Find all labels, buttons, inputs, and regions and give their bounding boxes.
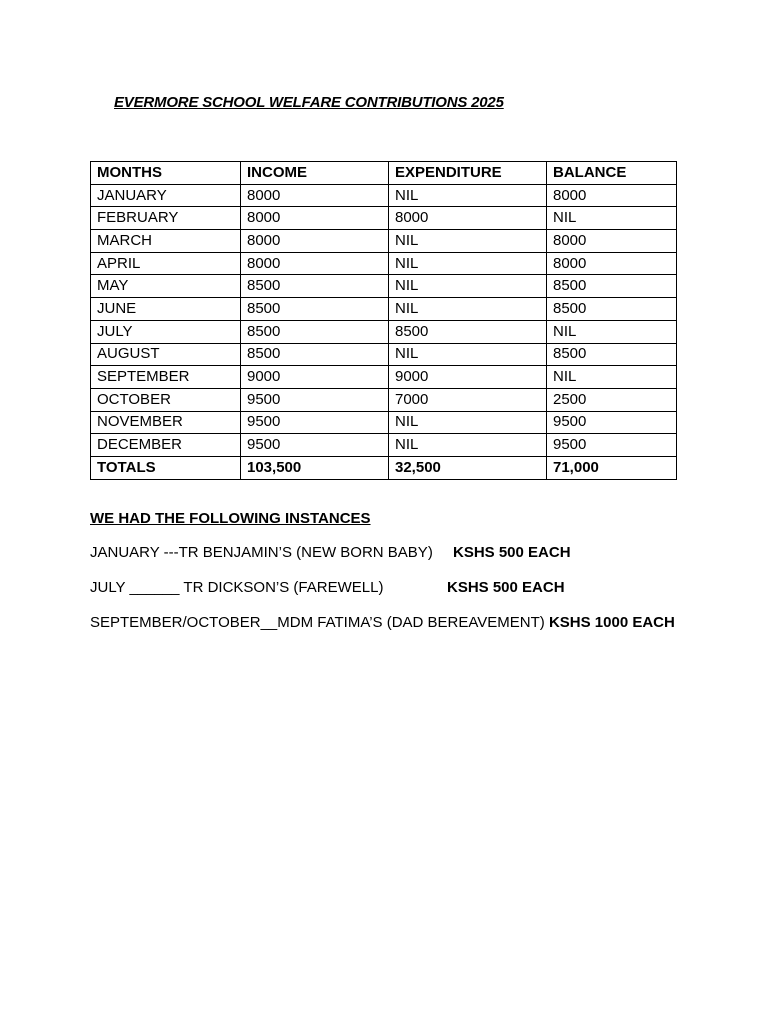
income-cell: 8500 [241, 320, 389, 343]
table-row [91, 298, 677, 321]
total-income: 103,500 [241, 456, 389, 479]
month-cell: SEPTEMBER [91, 366, 241, 389]
income-cell: 9000 [241, 366, 389, 389]
totals-row [91, 456, 677, 479]
month-cell: APRIL [91, 252, 241, 275]
table-row [91, 230, 677, 253]
balance-cell: 8000 [547, 184, 677, 207]
instance-line [90, 579, 565, 596]
expenditure-cell: 7000 [389, 388, 547, 411]
instances-heading: WE HAD THE FOLLOWING INSTANCES [90, 510, 371, 527]
expenditure-cell: NIL [389, 411, 547, 434]
income-cell: 8500 [241, 298, 389, 321]
table-row [91, 411, 677, 434]
month-cell: NOVEMBER [91, 411, 241, 434]
month-cell: JANUARY [91, 184, 241, 207]
instance-text: SEPTEMBER/OCTOBER__MDM FATIMA’S (DAD BEREAVEMENT) [90, 614, 549, 631]
month-cell: DECEMBER [91, 434, 241, 457]
income-cell: 8000 [241, 252, 389, 275]
total-balance: 71,000 [547, 456, 677, 479]
month-cell: MAY [91, 275, 241, 298]
instance-line [90, 614, 675, 631]
instance-amount: KSHS 500 EACH [453, 544, 571, 561]
balance-cell: NIL [547, 320, 677, 343]
document-title: EVERMORE SCHOOL WELFARE CONTRIBUTIONS 2025 [114, 94, 504, 111]
table-row [91, 366, 677, 389]
balance-cell: NIL [547, 366, 677, 389]
expenditure-cell: NIL [389, 252, 547, 275]
income-cell: 8500 [241, 343, 389, 366]
table-row [91, 184, 677, 207]
month-cell: JULY [91, 320, 241, 343]
month-cell: MARCH [91, 230, 241, 253]
income-cell: 9500 [241, 388, 389, 411]
expenditure-cell: NIL [389, 184, 547, 207]
table-row [91, 207, 677, 230]
instance-amount: KSHS 1000 EACH [548, 614, 675, 631]
balance-cell: 8000 [547, 230, 677, 253]
table-row [91, 320, 677, 343]
balance-cell: 9500 [547, 411, 677, 434]
balance-cell: 8500 [547, 275, 677, 298]
expenditure-cell: 8000 [389, 207, 547, 230]
balance-cell: 8500 [547, 343, 677, 366]
expenditure-cell: NIL [389, 434, 547, 457]
contributions-table [90, 161, 677, 480]
instance-line [90, 544, 571, 561]
balance-cell: 2500 [547, 388, 677, 411]
balance-cell: 8000 [547, 252, 677, 275]
instance-amount: KSHS 500 EACH [447, 579, 565, 596]
totals-label: TOTALS [91, 456, 241, 479]
expenditure-cell: NIL [389, 343, 547, 366]
column-header-expenditure: EXPENDITURE [389, 162, 547, 185]
table-row [91, 434, 677, 457]
column-header-income: INCOME [241, 162, 389, 185]
income-cell: 9500 [241, 411, 389, 434]
month-cell: JUNE [91, 298, 241, 321]
expenditure-cell: 8500 [389, 320, 547, 343]
column-header-months: MONTHS [91, 162, 241, 185]
expenditure-cell: NIL [389, 230, 547, 253]
instance-text: JANUARY ---TR BENJAMIN’S (NEW BORN BABY) [90, 544, 433, 561]
month-cell: OCTOBER [91, 388, 241, 411]
balance-cell: 8500 [547, 298, 677, 321]
column-header-balance: BALANCE [547, 162, 677, 185]
table-header-row [91, 162, 677, 185]
month-cell: AUGUST [91, 343, 241, 366]
income-cell: 8000 [241, 184, 389, 207]
instance-text: JULY ______ TR DICKSON’S (FAREWELL) [90, 579, 384, 596]
balance-cell: NIL [547, 207, 677, 230]
month-cell: FEBRUARY [91, 207, 241, 230]
expenditure-cell: NIL [389, 298, 547, 321]
balance-cell: 9500 [547, 434, 677, 457]
table-row [91, 343, 677, 366]
table-row [91, 252, 677, 275]
total-expenditure: 32,500 [389, 456, 547, 479]
expenditure-cell: NIL [389, 275, 547, 298]
income-cell: 8000 [241, 230, 389, 253]
table-row [91, 388, 677, 411]
income-cell: 8000 [241, 207, 389, 230]
income-cell: 9500 [241, 434, 389, 457]
income-cell: 8500 [241, 275, 389, 298]
table-row [91, 275, 677, 298]
expenditure-cell: 9000 [389, 366, 547, 389]
